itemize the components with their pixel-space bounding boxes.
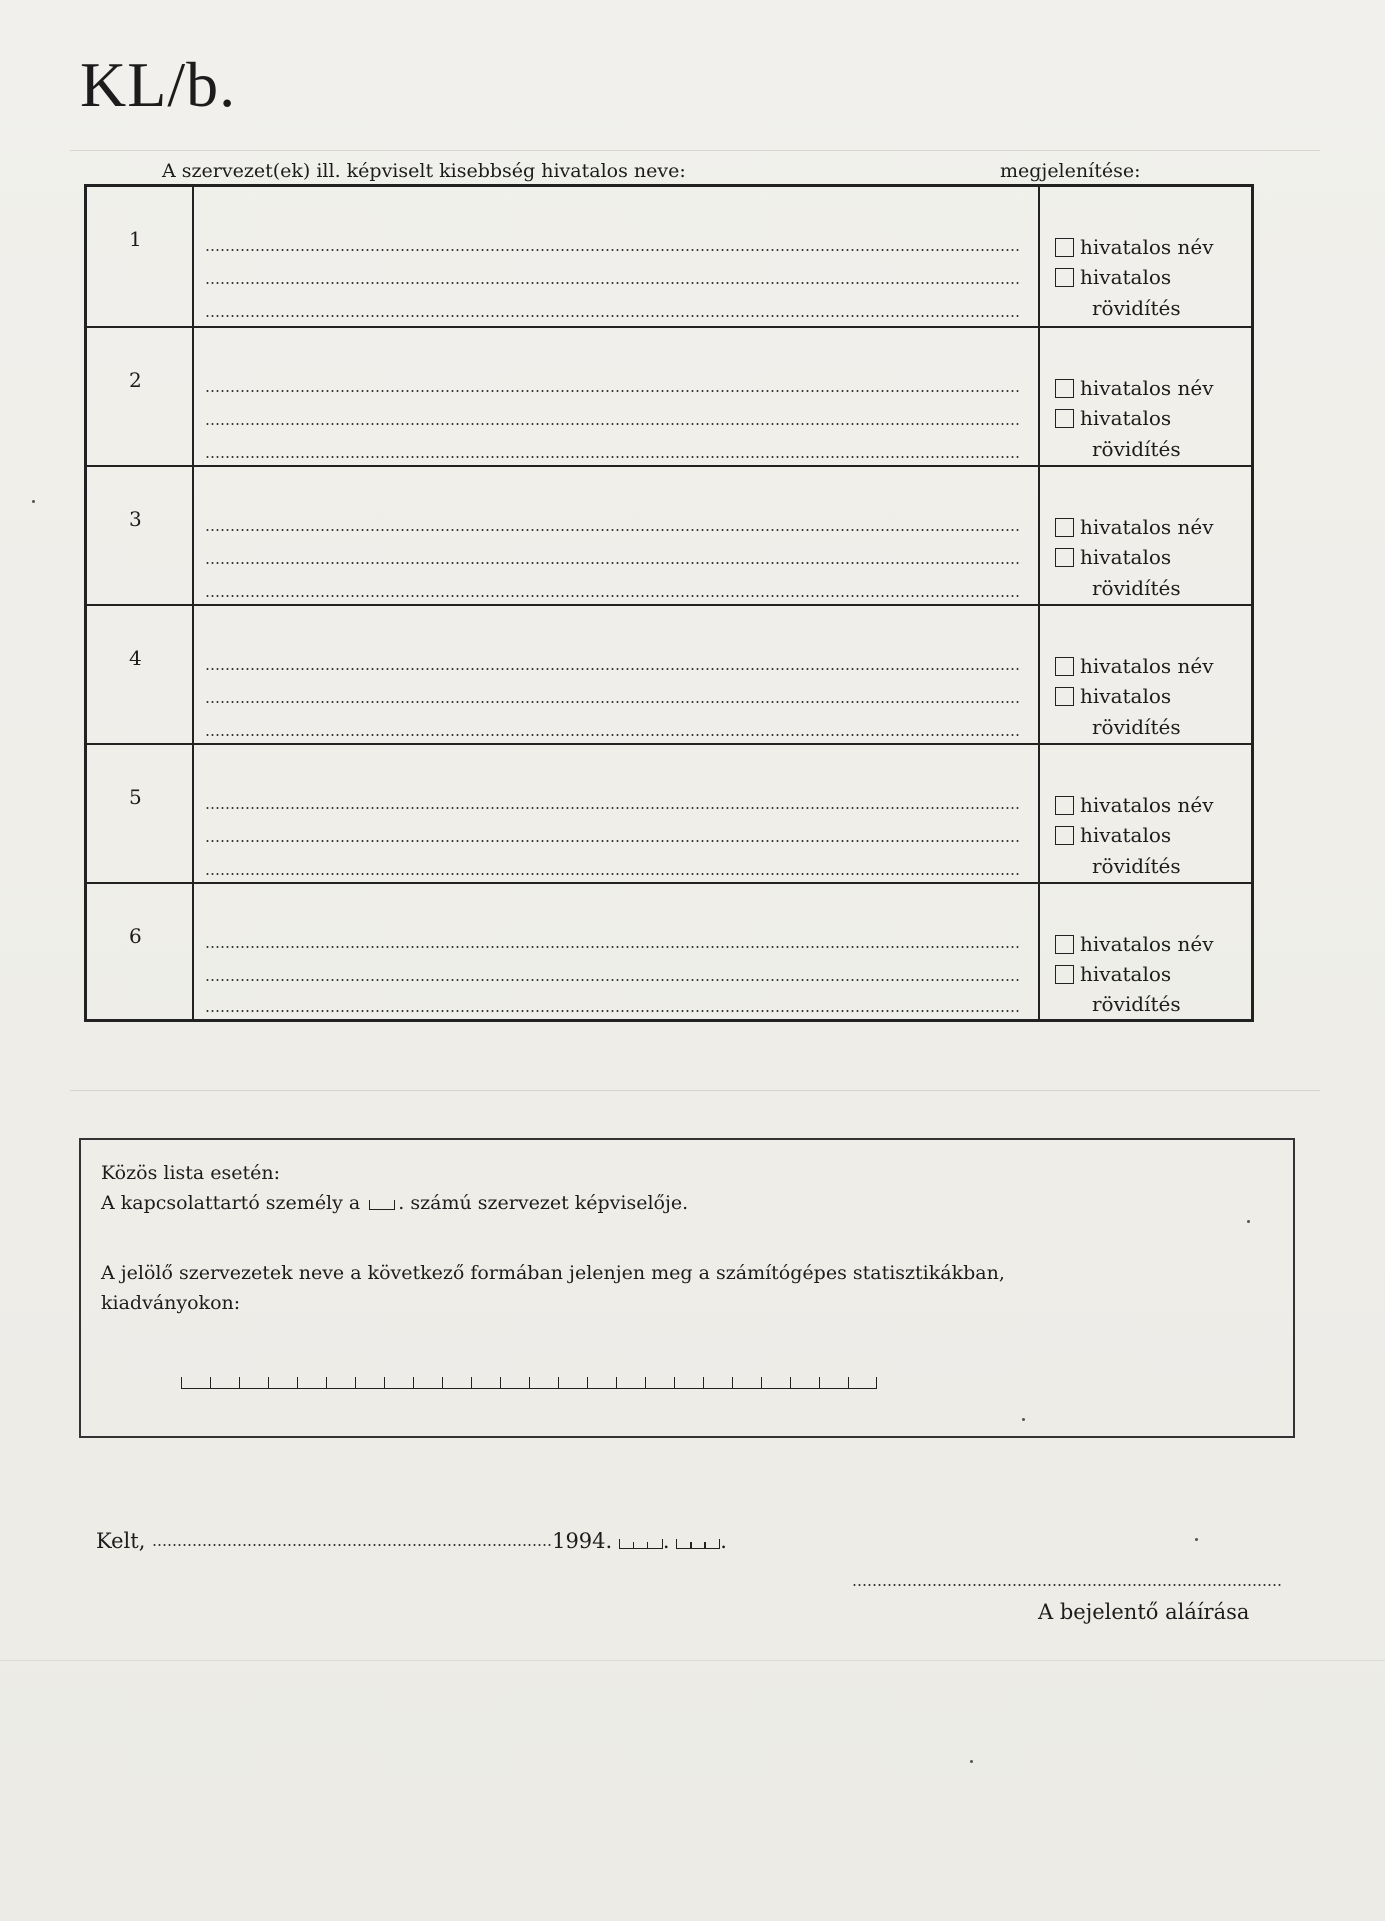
name-line[interactable] [205, 668, 1021, 670]
form-code: KL/b. [80, 49, 237, 120]
option-full-name-label: hivatalos név [1080, 376, 1214, 400]
paper-speck [1022, 1418, 1025, 1421]
option-abbreviation-line2: rövidítés [1092, 715, 1181, 739]
table-row [87, 187, 1251, 326]
option-abbreviation [1055, 686, 1171, 706]
contact-person-text-end: . számú szervezet képviselője. [398, 1192, 689, 1214]
checkbox-full-name[interactable] [1055, 657, 1074, 676]
option-abbreviation-line2: rövidítés [1092, 576, 1181, 600]
checkbox-full-name[interactable] [1055, 935, 1074, 954]
kelt-label: Kelt, [96, 1529, 146, 1553]
table-row [87, 326, 1251, 467]
row-number: 1 [129, 227, 142, 251]
option-abbreviation-label: hivatalos [1080, 962, 1172, 986]
date-line: Kelt, 1994. . . [96, 1529, 727, 1553]
option-full-name-label: hivatalos név [1080, 235, 1214, 259]
table-row [87, 465, 1251, 606]
day-field[interactable] [676, 1539, 720, 1549]
option-full-name [1055, 237, 1214, 257]
joint-name-character-slots[interactable] [181, 1377, 877, 1391]
option-abbreviation-label: hivatalos [1080, 545, 1172, 569]
name-line[interactable] [205, 595, 1021, 597]
display-instruction-line2: kiadványokon: [101, 1292, 241, 1314]
table-row [87, 604, 1251, 745]
name-line[interactable] [205, 873, 1021, 875]
name-line[interactable] [205, 979, 1021, 981]
show-through-rule [70, 150, 1320, 151]
year-text: 1994. [552, 1529, 613, 1553]
row-number: 2 [129, 368, 142, 392]
table-row [87, 743, 1251, 884]
option-abbreviation [1055, 408, 1171, 428]
option-full-name [1055, 934, 1214, 954]
name-line[interactable] [205, 423, 1021, 425]
option-abbreviation-line2: rövidítés [1092, 437, 1181, 461]
option-abbreviation-line2: rövidítés [1092, 296, 1181, 320]
checkbox-abbreviation[interactable] [1055, 548, 1074, 567]
contact-person-text: A kapcsolattartó személy a [101, 1192, 361, 1214]
name-line[interactable] [205, 701, 1021, 703]
organization-names-table [84, 184, 1254, 1022]
row-number: 3 [129, 507, 142, 531]
paper-speck [970, 1760, 973, 1763]
checkbox-full-name[interactable] [1055, 238, 1074, 257]
organization-number-slot[interactable] [369, 1200, 395, 1210]
name-line[interactable] [205, 529, 1021, 531]
name-line[interactable] [205, 1010, 1021, 1012]
checkbox-abbreviation[interactable] [1055, 687, 1074, 706]
checkbox-full-name[interactable] [1055, 379, 1074, 398]
option-abbreviation [1055, 825, 1171, 845]
name-line[interactable] [205, 562, 1021, 564]
option-abbreviation-label: hivatalos [1080, 406, 1172, 430]
row-number: 5 [129, 785, 142, 809]
option-abbreviation [1055, 964, 1171, 984]
option-abbreviation [1055, 267, 1171, 287]
signature-label: A bejelentő aláírása [1038, 1600, 1250, 1624]
organization-names-label: A szervezet(ek) ill. képviselt kisebbség hivatalos neve: [162, 160, 686, 182]
name-line[interactable] [205, 807, 1021, 809]
place-field[interactable] [152, 1544, 552, 1546]
checkbox-abbreviation[interactable] [1055, 409, 1074, 428]
name-line[interactable] [205, 734, 1021, 736]
display-instruction-line1: A jelölő szervezetek neve a következő formában jelenjen meg a számítógépes statisztikákban, [101, 1262, 1005, 1284]
checkbox-abbreviation[interactable] [1055, 268, 1074, 287]
option-abbreviation-line2: rövidítés [1092, 854, 1181, 878]
paper-speck [32, 500, 35, 503]
name-line[interactable] [205, 390, 1021, 392]
option-full-name [1055, 517, 1214, 537]
option-abbreviation-label: hivatalos [1080, 684, 1172, 708]
contact-person-line [101, 1192, 688, 1214]
month-field[interactable] [619, 1539, 663, 1549]
option-full-name-label: hivatalos név [1080, 515, 1214, 539]
display-mode-label: megjelenítése: [1000, 160, 1141, 182]
name-line[interactable] [205, 456, 1021, 458]
signature-field[interactable] [852, 1584, 1282, 1586]
option-abbreviation-label: hivatalos [1080, 823, 1172, 847]
checkbox-full-name[interactable] [1055, 796, 1074, 815]
common-list-box [79, 1138, 1295, 1438]
option-abbreviation-label: hivatalos [1080, 265, 1172, 289]
option-full-name-label: hivatalos név [1080, 654, 1214, 678]
row-number: 6 [129, 924, 142, 948]
name-line[interactable] [205, 249, 1021, 251]
option-full-name [1055, 656, 1214, 676]
name-line[interactable] [205, 946, 1021, 948]
name-line[interactable] [205, 840, 1021, 842]
common-list-heading: Közös lista esetén: [101, 1162, 281, 1184]
option-abbreviation [1055, 547, 1171, 567]
name-line[interactable] [205, 282, 1021, 284]
option-full-name [1055, 795, 1214, 815]
table-row [87, 882, 1251, 1021]
name-line[interactable] [205, 315, 1021, 317]
show-through-rule [70, 1090, 1320, 1091]
option-full-name-label: hivatalos név [1080, 932, 1214, 956]
row-number: 4 [129, 646, 142, 670]
checkbox-full-name[interactable] [1055, 518, 1074, 537]
checkbox-abbreviation[interactable] [1055, 965, 1074, 984]
show-through-rule [0, 1660, 1385, 1661]
option-abbreviation-line2: rövidítés [1092, 992, 1181, 1016]
paper-speck [1247, 1220, 1250, 1223]
option-full-name-label: hivatalos név [1080, 793, 1214, 817]
paper-speck [1195, 1538, 1198, 1541]
option-full-name [1055, 378, 1214, 398]
checkbox-abbreviation[interactable] [1055, 826, 1074, 845]
